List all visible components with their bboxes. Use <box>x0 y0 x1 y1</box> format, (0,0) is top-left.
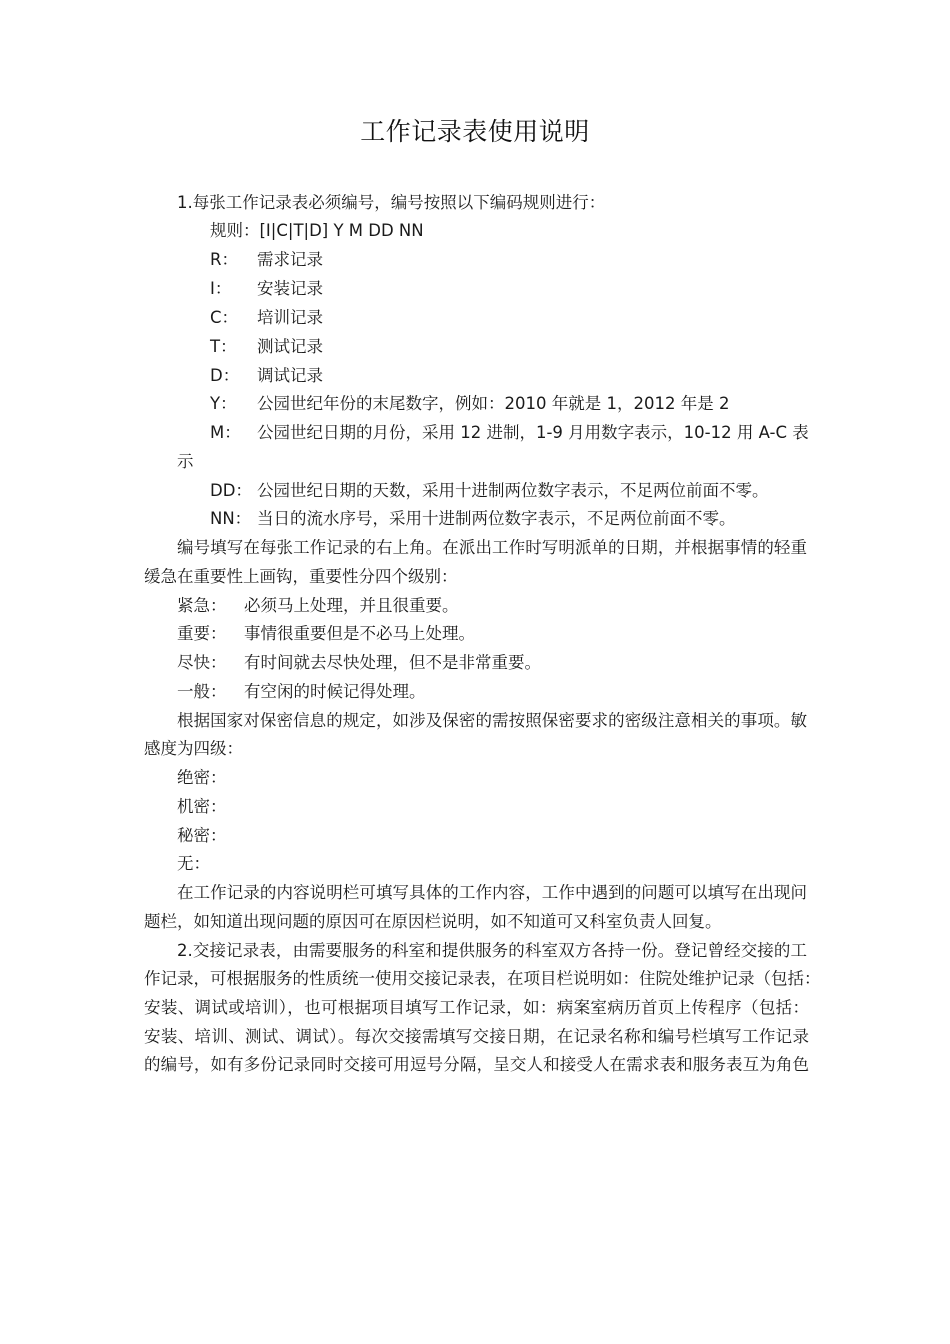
code-item-dd <box>210 476 769 505</box>
level-name: 尽快： <box>177 653 227 672</box>
secret-level-secret: 秘密： <box>177 826 227 845</box>
level-normal <box>177 677 426 706</box>
level-name: 重要： <box>177 624 227 643</box>
code-item-i <box>210 274 323 303</box>
code-key: DD： <box>210 481 252 500</box>
level-desc: 有空闲的时候记得处理。 <box>244 682 426 701</box>
para-handover-line-3: 安装、调试或培训），也可根据项目填写工作记录，如：病案室病历首页上传程序（包括： <box>144 998 809 1017</box>
code-desc: 公园世纪日期的天数，采用十进制两位数字表示，不足两位前面不零。 <box>257 481 769 500</box>
level-desc: 有时间就去尽快处理，但不是非常重要。 <box>244 653 541 672</box>
para-secret-line-2: 感度为四级： <box>144 739 243 758</box>
code-item-r <box>210 245 323 274</box>
secret-level-top-secret: 绝密： <box>177 768 227 787</box>
level-name: 一般： <box>177 682 227 701</box>
para-handover-line-1: 2.交接记录表，由需要服务的科室和提供服务的科室双方各持一份。登记曾经交接的工 <box>177 941 807 960</box>
para-secret-line-1: 根据国家对保密信息的规定，如涉及保密的需按照保密要求的密级注意相关的事项。敏 <box>177 711 807 730</box>
secret-level-none: 无： <box>177 854 210 873</box>
code-item-c <box>210 303 323 332</box>
code-key: T： <box>210 337 237 356</box>
code-item-t <box>210 332 323 361</box>
code-key: I： <box>210 279 232 298</box>
level-desc: 必须马上处理，并且很重要。 <box>244 596 459 615</box>
code-key: R： <box>210 250 238 269</box>
encoding-rule: 规则：[I|C|T|D] Y M DD NN <box>210 221 424 240</box>
para-content-line-1: 在工作记录的内容说明栏可填写具体的工作内容，工作中遇到的问题可以填写在出现问 <box>177 883 807 902</box>
para-handover-line-2: 作记录，可根据服务的性质统一使用交接记录表，在项目栏说明如：住院处维护记录（包括： <box>144 969 821 988</box>
level-desc: 事情很重要但是不必马上处理。 <box>244 624 475 643</box>
level-soon <box>177 648 541 677</box>
para-numbering-line-2: 缓急在重要性上画钩，重要性分四个级别： <box>144 567 458 586</box>
code-item-nn <box>210 504 736 533</box>
code-item-m-wrap: 示 <box>177 452 194 471</box>
code-key: D： <box>210 366 240 385</box>
code-desc: 安装记录 <box>257 279 323 298</box>
code-key: Y： <box>210 394 237 413</box>
code-desc: 测试记录 <box>257 337 323 356</box>
level-urgent <box>177 591 459 620</box>
code-desc: 需求记录 <box>257 250 323 269</box>
code-key: NN： <box>210 509 252 528</box>
section-1-heading: 1.每张工作记录表必须编号，编号按照以下编码规则进行： <box>177 193 606 212</box>
para-content-line-2: 题栏，如知道出现问题的原因可在原因栏说明，如不知道可又科室负责人回复。 <box>144 912 722 931</box>
code-desc: 公园世纪日期的月份，采用 12 进制，1-9 月用数字表示，10-12 用 A-C 表 <box>257 423 809 442</box>
code-desc: 培训记录 <box>257 308 323 327</box>
level-important <box>177 619 475 648</box>
code-key: C： <box>210 308 239 327</box>
code-item-y <box>210 389 729 418</box>
secret-level-confidential: 机密： <box>177 797 227 816</box>
para-handover-line-4: 安装、培训、测试、调试）。每次交接需填写交接日期，在记录名称和编号栏填写工作记录 <box>144 1027 809 1046</box>
code-item-d <box>210 361 323 390</box>
code-desc: 调试记录 <box>257 366 323 385</box>
code-key: M： <box>210 423 241 442</box>
para-numbering-line-1: 编号填写在每张工作记录的右上角。在派出工作时写明派单的日期，并根据事情的轻重 <box>177 538 807 557</box>
para-handover-line-5: 的编号，如有多份记录同时交接可用逗号分隔，呈交人和接受人在需求表和服务表互为角色 <box>144 1055 809 1074</box>
page-title: 工作记录表使用说明 <box>360 117 590 146</box>
code-item-m <box>210 418 809 447</box>
code-desc: 公园世纪年份的末尾数字，例如：2010 年就是 1，2012 年是 2 <box>257 394 730 413</box>
level-name: 紧急： <box>177 596 227 615</box>
code-desc: 当日的流水序号，采用十进制两位数字表示，不足两位前面不零。 <box>257 509 736 528</box>
